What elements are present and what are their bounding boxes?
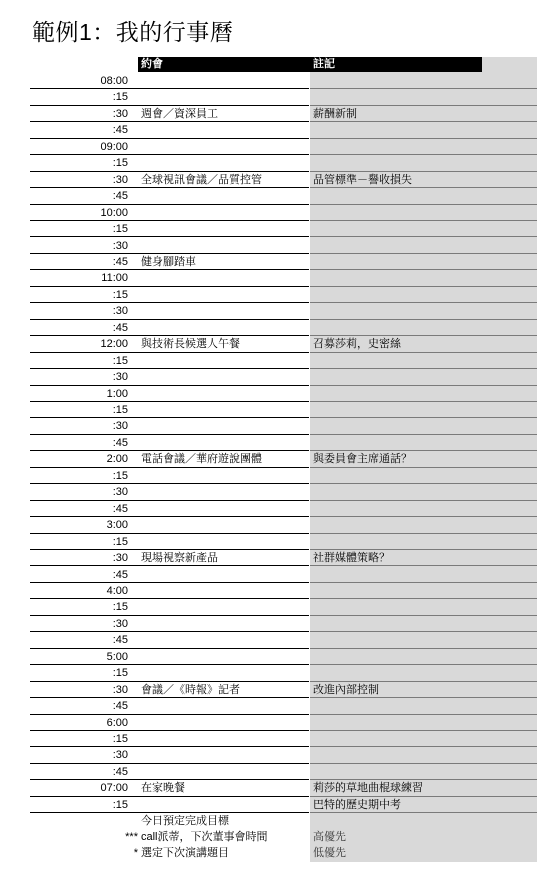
note-text: 薪酬新制	[313, 107, 357, 120]
schedule-row	[0, 468, 558, 484]
time-slot: :45	[112, 765, 128, 778]
time-slot: :30	[112, 173, 128, 186]
schedule-row	[0, 287, 558, 303]
note-text: 品管標準－譽收損失	[313, 173, 412, 186]
schedule-row	[0, 122, 558, 138]
time-slot: :30	[112, 305, 128, 318]
time-slot: :15	[112, 404, 128, 416]
schedule-row	[0, 649, 558, 665]
time-slot: :30	[112, 239, 128, 252]
schedule-row	[0, 106, 558, 122]
schedule-row	[0, 567, 558, 583]
appointment-text: 現場視察新產品	[141, 552, 218, 565]
time-slot: :45	[112, 700, 128, 713]
time-slot: :15	[112, 601, 128, 614]
time-slot: :45	[112, 568, 128, 581]
note-text: 改進內部控制	[313, 683, 379, 696]
time-slot: :45	[112, 321, 128, 334]
time-slot: :45	[112, 190, 128, 203]
time-slot: :30	[112, 617, 128, 630]
time-slot: :30	[112, 371, 128, 384]
time-slot: 07:00	[100, 782, 128, 795]
page-title: 範例1：我的行事曆	[32, 19, 234, 45]
note-text: 社群媒體策略？	[313, 552, 390, 565]
schedule-row	[0, 73, 558, 89]
schedule-row	[0, 451, 558, 467]
schedule-row	[0, 320, 558, 336]
time-slot: :30	[112, 683, 128, 696]
appointment-text: 在家晚餐	[141, 782, 185, 795]
time-slot: :30	[112, 420, 128, 433]
goal-priority-low: 低優先	[313, 847, 346, 859]
time-slot: :30	[112, 552, 128, 565]
goals-heading: 今日預定完成目標	[141, 815, 229, 827]
time-slot: :30	[112, 486, 128, 499]
time-slot: :45	[112, 502, 128, 515]
note-text: 莉莎的草地曲棍球練習	[313, 782, 423, 795]
time-slot: 5:00	[106, 650, 128, 663]
notes-header: 註記	[313, 58, 335, 70]
schedule-row	[0, 221, 558, 237]
time-slot: :15	[112, 535, 128, 548]
schedule-row	[0, 550, 558, 566]
schedule-row	[0, 665, 558, 681]
time-slot: 09:00	[100, 140, 128, 153]
time-slot: :15	[112, 157, 128, 170]
appointment-text: 電話會議／華府遊說團體	[141, 453, 262, 466]
time-slot: :15	[112, 354, 128, 367]
schedule-row	[0, 731, 558, 747]
schedule-row	[0, 764, 558, 780]
schedule-row	[0, 254, 558, 270]
time-slot: :15	[112, 288, 128, 301]
schedule-row	[0, 89, 558, 105]
goal-marker-high: ***	[125, 831, 138, 843]
time-slot: 6:00	[106, 716, 128, 729]
time-slot: 1:00	[106, 387, 128, 400]
time-slot: :15	[112, 798, 128, 811]
note-text: 召募莎莉，史密絲	[313, 338, 401, 351]
time-slot: :15	[112, 91, 128, 104]
schedule-row	[0, 780, 558, 796]
schedule-row	[0, 435, 558, 451]
goal-priority-high: 高優先	[313, 831, 346, 843]
schedule-row	[0, 402, 558, 418]
time-slot: 08:00	[100, 75, 128, 87]
schedule-row	[0, 797, 558, 813]
time-slot: 10:00	[100, 206, 128, 219]
time-slot: 2:00	[106, 453, 128, 466]
time-slot: 4:00	[106, 584, 128, 597]
schedule-row	[0, 599, 558, 615]
note-text: 與委員會主席通話？	[313, 453, 412, 466]
schedule-row	[0, 682, 558, 698]
schedule-row	[0, 517, 558, 533]
time-slot: :15	[112, 733, 128, 745]
appointment-text: 全球視訊會議／品質控管	[141, 173, 262, 186]
schedule-row	[0, 139, 558, 155]
schedule-row	[0, 172, 558, 188]
time-slot: :45	[112, 634, 128, 647]
schedule-row	[0, 616, 558, 632]
time-slot: :15	[112, 469, 128, 482]
schedule-row	[0, 501, 558, 517]
schedule-row	[0, 155, 558, 171]
time-slot: 3:00	[106, 519, 128, 532]
schedule-row	[0, 632, 558, 648]
time-slot: :15	[112, 667, 128, 680]
appointment-text: 會議／《時報》記者	[141, 683, 240, 696]
time-slot: :30	[112, 749, 128, 762]
schedule-row	[0, 747, 558, 763]
time-slot: :30	[112, 107, 128, 120]
schedule-row	[0, 353, 558, 369]
schedule-row	[0, 303, 558, 319]
schedule-row	[0, 188, 558, 204]
schedule-row	[0, 484, 558, 500]
appointment-text: 與技術長候選人午餐	[141, 338, 240, 351]
goal-marker-low: *	[133, 847, 138, 859]
time-slot: :45	[112, 124, 128, 137]
schedule-row	[0, 369, 558, 385]
schedule-row	[0, 583, 558, 599]
schedule-row	[0, 386, 558, 402]
schedule-row	[0, 418, 558, 434]
time-slot: :45	[112, 255, 128, 268]
goal-item-high: call派蒂，下次董事會時間	[141, 831, 268, 843]
appointment-text: 健身腳踏車	[141, 255, 196, 268]
time-slot: :15	[112, 223, 128, 236]
schedule-row	[0, 205, 558, 221]
note-text: 巴特的歷史期中考	[313, 798, 401, 811]
schedule-row	[0, 270, 558, 286]
schedule-row	[0, 715, 558, 731]
time-slot: 12:00	[100, 338, 128, 351]
schedule-row	[0, 534, 558, 550]
time-slot: :45	[112, 436, 128, 449]
notes-row-divider	[310, 812, 537, 813]
goal-item-low: 選定下次演講題目	[141, 847, 229, 859]
schedule-row	[0, 238, 558, 254]
time-slot: 11:00	[101, 272, 128, 285]
appointments-header: 約會	[141, 58, 163, 70]
appointment-text: 週會／資深員工	[141, 107, 218, 120]
schedule-row	[0, 336, 558, 352]
schedule-row	[0, 698, 558, 714]
